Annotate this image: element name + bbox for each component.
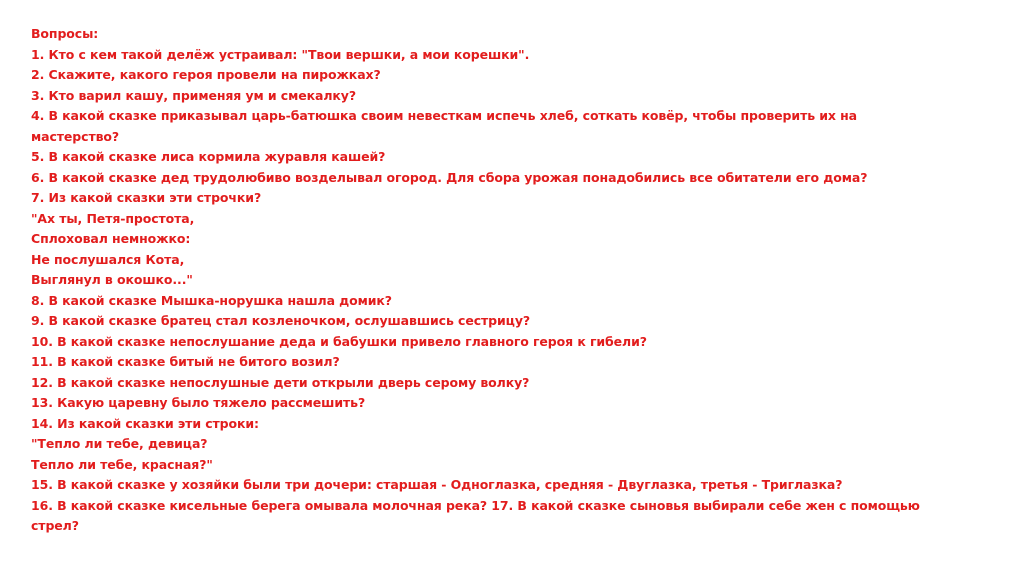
question-line: 16. В какой сказке кисельные берега омывала молочная река? 17. В какой сказке сыновья выбирали себе жен с помощью <box>31 497 920 513</box>
question-line: 4. В какой сказке приказывал царь-батюшка своим невесткам испечь хлеб, соткать ковёр, чтобы проверить их на <box>31 108 858 123</box>
question-line: 5. В какой сказке лиса кормила журавля кашей? <box>31 149 386 164</box>
question-line: 2. Скажите, какого героя провели на пирожках? <box>31 67 381 82</box>
question-line: 10. В какой сказке непослушание деда и бабушки привело главного героя к гибели? <box>31 333 647 349</box>
question-line: 14. Из какой сказки эти строки: <box>31 415 259 431</box>
question-line: 11. В какой сказке битый не битого возил? <box>31 354 340 369</box>
question-line-continuation: мастерство? <box>31 128 120 144</box>
question-line: 1. Кто с кем такой делёж устраивал: "Твои вершки, а мои корешки". <box>31 46 530 62</box>
questions-heading: Вопросы: <box>31 26 99 41</box>
question-line: 12. В какой сказке непослушные дети открыли дверь серому волку? <box>31 374 530 390</box>
poem-line: Сплоховал немножко: <box>31 231 191 246</box>
question-line: 13. Какую царевну было тяжело рассмешить? <box>31 395 366 410</box>
question-line: 6. В какой сказке дед трудолюбиво возделывал огород. Для сбора урожая понадобились все обитатели его дома? <box>31 169 868 185</box>
poem-line: "Ах ты, Петя-простота, <box>31 210 195 226</box>
poem-line: "Тепло ли тебе, девица? <box>31 436 208 451</box>
questions-text-block <box>31 24 961 537</box>
poem-line: Тепло ли тебе, красная?" <box>31 456 213 472</box>
question-line: 8. В какой сказке Мышка-норушка нашла домик? <box>31 292 392 308</box>
poem-line: Не послушался Кота, <box>31 251 185 267</box>
question-line: 9. В какой сказке братец стал козленочком, ослушавшись сестрицу? <box>31 313 531 328</box>
question-line-continuation: стрел? <box>31 518 79 533</box>
poem-line: Выглянул в окошко..." <box>31 272 193 287</box>
question-line: 15. В какой сказке у хозяйки были три дочери: старшая - Одноглазка, средняя - Двуглазка, третья - Триглазка? <box>31 477 843 492</box>
question-line: 3. Кто варил кашу, применяя ум и смекалку? <box>31 87 356 103</box>
question-line: 7. Из какой сказки эти строчки? <box>31 190 262 205</box>
